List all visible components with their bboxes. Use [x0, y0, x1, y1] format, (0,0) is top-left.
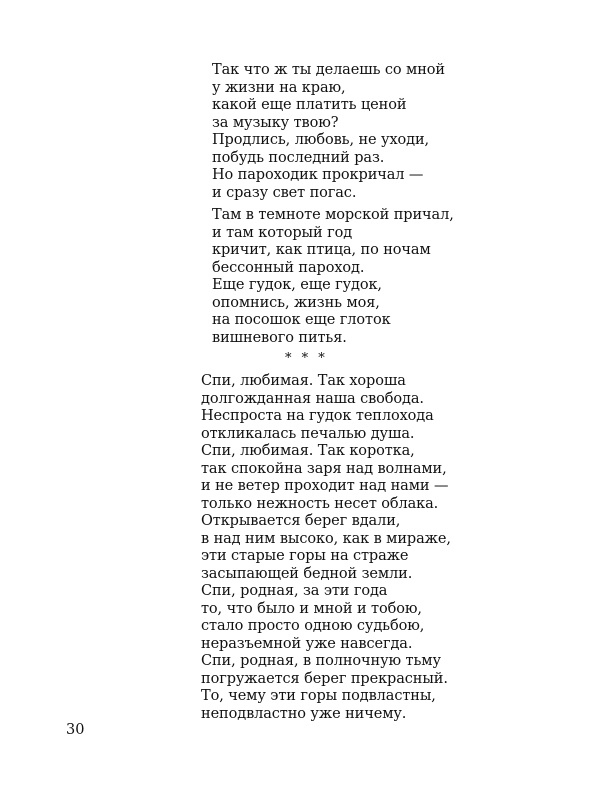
poem-line: у жизни на краю, — [212, 79, 346, 96]
poem-line: за музыку твою? — [212, 114, 339, 131]
poem-line: Еще гудок, еще гудок, — [212, 277, 382, 293]
poem-stanza-2 — [212, 207, 454, 347]
poem-line: эти старые горы на страже — [201, 548, 409, 564]
poem-line: и там который год — [212, 224, 353, 241]
poem-stanza-1 — [212, 62, 445, 202]
poem-line: в над ним высоко, как в мираже, — [201, 530, 451, 547]
poem-line: неразъемной уже навсегда. — [201, 635, 413, 652]
page-number: 30 — [66, 722, 85, 738]
poem-line: откликалась печалью душа. — [201, 425, 415, 442]
poem-line: долгожданная наша свобода. — [201, 390, 424, 407]
poem-line: на посошок еще глоток — [212, 312, 391, 328]
poem-line: вишневого питья. — [212, 329, 347, 346]
poem-line: побудь последний раз. — [212, 149, 385, 166]
poem-line: бессонный пароход. — [212, 259, 365, 276]
poem-line: неподвластно уже ничему. — [201, 705, 407, 722]
poem-line: так спокойна заря над волнами, — [201, 460, 447, 477]
poem-line: Но пароходик прокричал — — [212, 167, 424, 183]
poem-line: То, чему эти горы подвластны, — [201, 688, 436, 704]
poem-stanza-3 — [201, 373, 451, 723]
poem-line: Спи, родная, в полночную тьму — [201, 653, 441, 669]
poem-line: погружается берег прекрасный. — [201, 670, 448, 687]
poem-line: опомнись, жизнь моя, — [212, 294, 380, 311]
poem-line: стало просто одною судьбою, — [201, 618, 425, 634]
poem-line: Так что ж ты делаешь со мной — [212, 62, 445, 78]
poem-line: то, что было и мной и тобою, — [201, 600, 422, 617]
poem-line: какой еще платить ценой — [212, 97, 407, 113]
poem-line: Спи, любимая. Так хороша — [201, 373, 406, 389]
poem-line: Неспроста на гудок теплохода — [201, 408, 434, 424]
poem-line: Там в темноте морской причал, — [212, 207, 454, 223]
poem-line: кричит, как птица, по ночам — [212, 242, 431, 258]
poem-line: Спи, любимая. Так коротка, — [201, 443, 415, 459]
poem-line: Спи, родная, за эти года — [201, 583, 388, 599]
poem-line: Продлись, любовь, не уходи, — [212, 132, 430, 148]
poem-line: Открывается берег вдали, — [201, 513, 401, 529]
poem-line: и сразу свет погас. — [212, 184, 357, 201]
poem-separator: * * * — [285, 351, 328, 366]
poem-line: только нежность несет облака. — [201, 495, 439, 512]
poem-line: засыпающей бедной земли. — [201, 565, 413, 582]
poem-line: и не ветер проходит над нами — — [201, 478, 449, 494]
